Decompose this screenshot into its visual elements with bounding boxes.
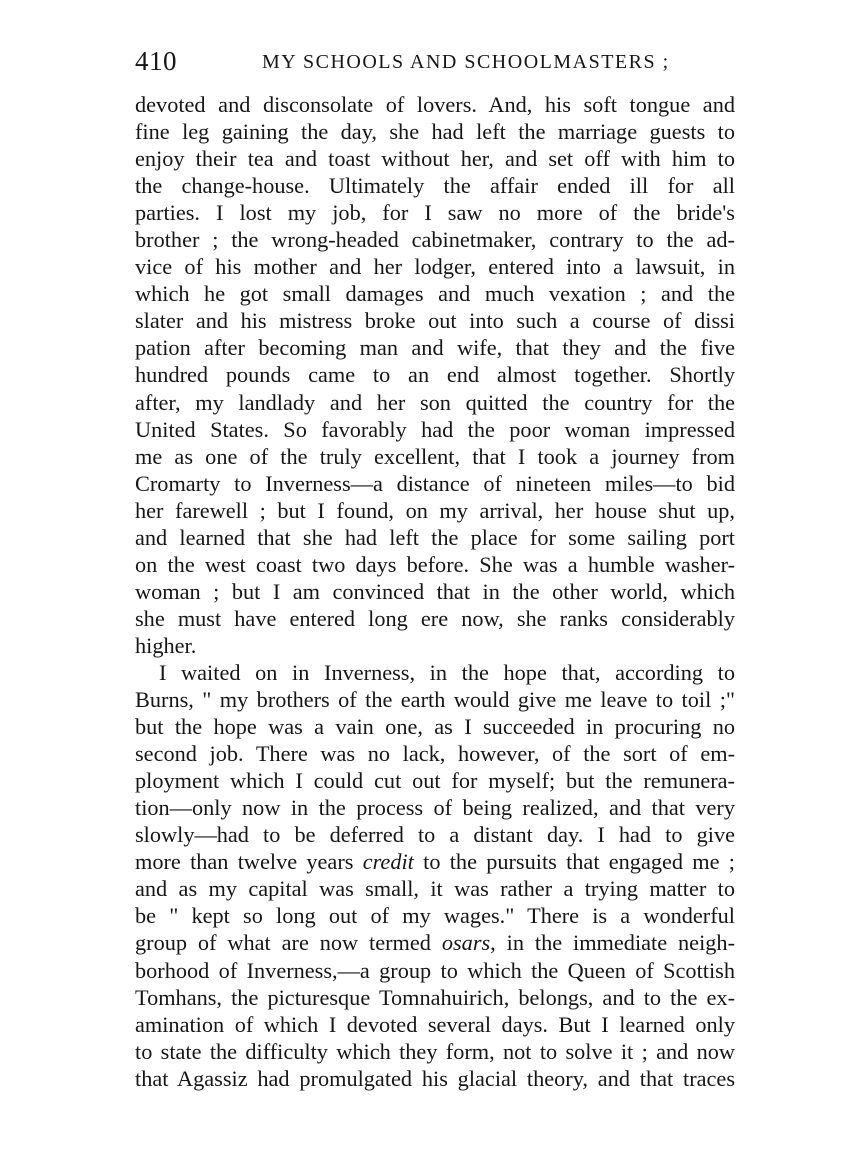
text-line: that Agassiz had promulgated his glacial theory, and that traces [135,1065,735,1091]
page-number: 410 [135,46,177,76]
text-line: on the west coast two days before. She was a humble washer- [135,551,735,577]
text-line: and learned that she had left the place for some sailing port [135,524,735,550]
body-text [135,91,735,1092]
text-line: ployment which I could cut out for myself; but the remunera- [135,768,735,794]
text-line [135,848,735,875]
text-line: devoted and disconsolate of lovers. And, his soft tongue and [135,92,735,117]
text-line: woman ; but I am convinced that in the other world, which [135,578,735,604]
text-line: second job. There was no lack, however, of the sort of em- [135,741,735,767]
text-line: fine leg gaining the day, she had left the marriage guests to [135,119,735,145]
italic-word: osars [441,930,491,956]
text-line: pation after becoming man and wife, that they and the five [135,335,735,361]
text-segment: group of what are now termed [135,930,442,956]
text-line: tion—only now in the process of being realized, and that very [135,795,735,821]
text-line: vice of his mother and her lodger, entered into a lawsuit, in [135,254,735,280]
text-line: I waited on in Inverness, in the hope that, according to [159,659,735,685]
text-line: me as one of the truly excellent, that I took a journey from [135,443,735,469]
text-line: brother ; the wrong-headed cabinetmaker, contrary to the ad- [135,227,735,253]
text-line: be " kept so long out of my wages." There is a wonderful [135,903,735,929]
text-line: hundred pounds came to an end almost together. Shortly [135,362,735,388]
text-segment: more than twelve years [135,849,363,875]
text-line: to state the difficulty which they form, not to solve it ; and now [135,1038,735,1064]
text-segment: to the pursuits that engaged me ; [413,849,735,875]
page-header [135,44,735,78]
text-line: higher. [135,632,197,658]
text-line: but the hope was a vain one, as I succeeded in procuring no [135,714,735,740]
text-line: her farewell ; but I found, on my arrival, her house shut up, [135,497,735,523]
running-title: MY SCHOOLS AND SCHOOLMASTERS ; [262,51,670,73]
text-line: Cromarty to Inverness—a distance of nineteen miles—to bid [135,470,735,496]
text-line: after, my landlady and her son quitted the country for the [135,389,735,415]
text-line: parties. I lost my job, for I saw no more of the bride's [135,200,735,226]
italic-word: credit [362,849,414,875]
text-line: Tomhans, the picturesque Tomnahuirich, belongs, and to the ex- [135,984,735,1010]
text-line [135,929,735,956]
text-line: slater and his mistress broke out into such a course of dissi [135,308,735,334]
text-line: United States. So favorably had the poor woman impressed [135,416,735,442]
text-line: Burns, " my brothers of the earth would give me leave to toil ;" [135,687,735,713]
text-line: the change-house. Ultimately the affair ended ill for all [135,173,735,199]
text-line: amination of which I devoted several days. But I learned only [135,1011,735,1037]
text-line: which he got small damages and much vexation ; and the [135,281,735,307]
text-line: borhood of Inverness,—a group to which the Queen of Scottish [135,957,735,983]
text-line: and as my capital was small, it was rather a trying matter to [135,876,735,902]
text-line: slowly—had to be deferred to a distant day. I had to give [135,822,735,848]
text-segment: , in the immediate neigh- [490,930,735,956]
text-line: enjoy their tea and toast without her, and set off with him to [135,146,735,172]
text-line: she must have entered long ere now, she ranks considerably [135,605,735,631]
